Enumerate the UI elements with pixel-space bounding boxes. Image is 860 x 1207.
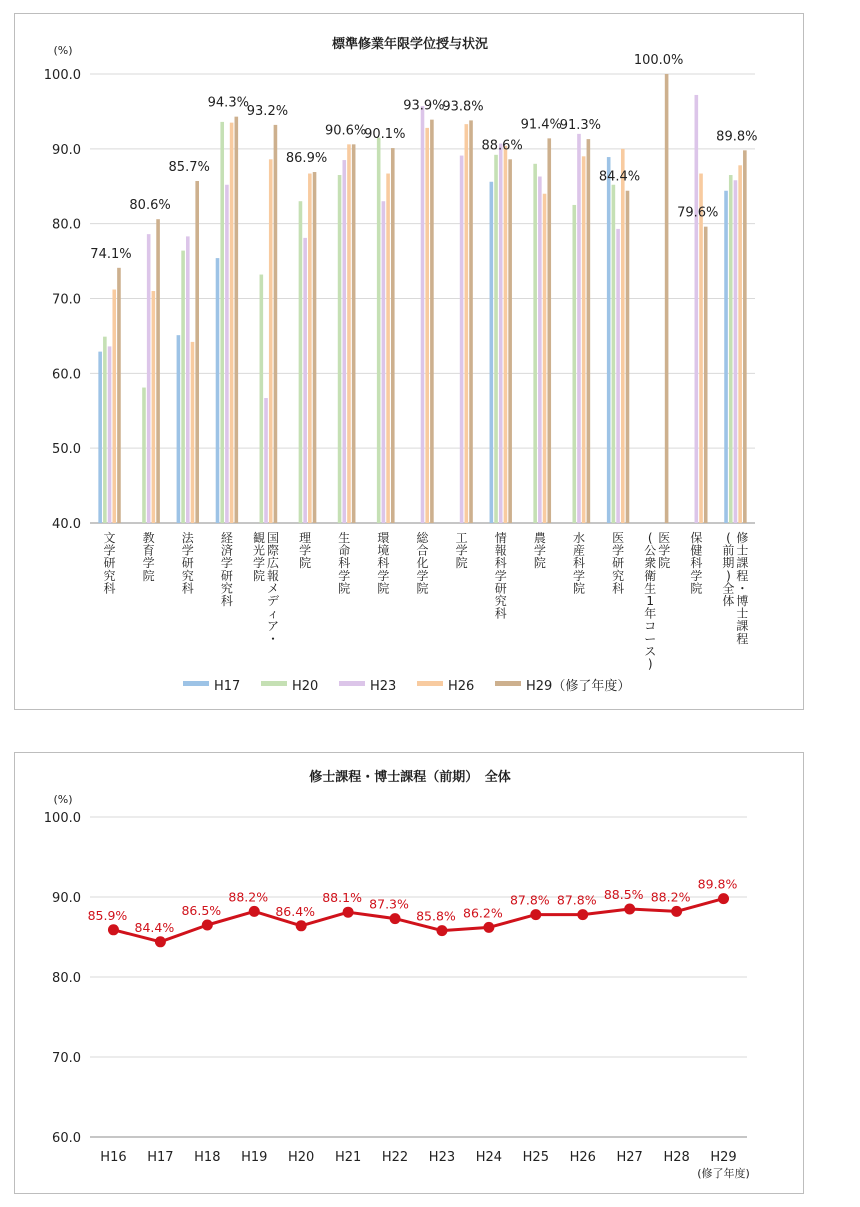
bar: [308, 174, 312, 523]
data-label: 90.1%: [364, 127, 406, 143]
category-label-char: 育: [142, 543, 155, 558]
category-label-char: 士: [736, 543, 749, 558]
category-label-char: ィ: [267, 606, 280, 621]
bar: [465, 124, 469, 523]
data-point: [343, 907, 354, 918]
y-tick-label: 60.0: [52, 1131, 81, 1146]
bar: [734, 180, 738, 523]
y-tick-label: 70.0: [52, 292, 81, 308]
y-tick-label: 100.0: [43, 68, 81, 83]
legend-label: H20: [292, 679, 319, 694]
category-label-char: (: [726, 531, 731, 545]
category-label-char: 国: [267, 531, 280, 545]
x-tick-label: H21: [334, 1150, 362, 1165]
category-label-char: 済: [220, 543, 233, 558]
category-label-char: 学: [377, 568, 390, 583]
data-label: 100.0%: [633, 53, 684, 68]
category-label-char: 院: [572, 581, 585, 596]
legend-swatch: [261, 681, 287, 686]
bar: [729, 175, 733, 523]
data-point: [436, 925, 447, 936]
bar: [220, 122, 224, 523]
data-point: [577, 909, 588, 920]
data-label: 86.5%: [181, 903, 222, 918]
bar: [504, 146, 508, 523]
data-label: 88.1%: [322, 890, 362, 906]
data-label: 80.6%: [129, 198, 171, 214]
bar: [704, 227, 708, 523]
chart-title: 修士課程・博士課程（前期） 全体: [309, 770, 511, 785]
bar: [724, 191, 728, 523]
data-label: 79.6%: [677, 205, 719, 221]
line-chart: [15, 753, 805, 1195]
category-label-char: 究: [612, 568, 625, 583]
bar: [338, 175, 342, 523]
bar: [616, 229, 620, 523]
bar: [191, 342, 195, 523]
data-point: [718, 893, 729, 904]
category-label-char: 報: [267, 568, 280, 583]
bar: [460, 156, 464, 523]
x-tick-label: H17: [147, 1150, 174, 1165]
bar: [313, 172, 317, 523]
bar: [499, 144, 503, 523]
bar: [469, 120, 473, 523]
x-tick-label: H27: [616, 1150, 643, 1165]
bar: [738, 165, 742, 523]
category-label-char: 科: [181, 581, 194, 596]
category-label-char: 研: [612, 556, 625, 571]
data-label: 91.3%: [559, 118, 602, 134]
data-label: 86.2%: [463, 905, 503, 921]
category-label-char: 科: [494, 556, 507, 571]
category-label-char: 経: [220, 531, 233, 545]
bar: [225, 185, 229, 523]
category-label-char: 全: [722, 581, 735, 596]
category-label-char: 生: [338, 531, 351, 545]
x-tick-label: H22: [381, 1150, 409, 1165]
data-label: 90.6%: [325, 123, 367, 139]
x-tick-label: H23: [428, 1150, 456, 1165]
y-tick-label: 60.0: [52, 367, 81, 383]
category-label-char: 科: [690, 556, 703, 571]
category-label-char: 学: [572, 568, 585, 583]
bar: [665, 74, 669, 523]
y-tick-label: 80.0: [52, 217, 81, 233]
bar: [98, 352, 102, 523]
category-label-char: ): [647, 657, 653, 671]
bar: [303, 238, 307, 523]
category-label-char: 光: [253, 543, 266, 558]
category-label-char: コ: [644, 619, 657, 634]
bar: [421, 106, 425, 523]
category-label-char: 学: [338, 568, 351, 583]
category-label-char: 学: [612, 543, 625, 558]
category-label-char: 水: [572, 531, 585, 545]
data-label: 87.3%: [369, 896, 409, 912]
category-label-char: 産: [572, 543, 585, 558]
category-label-char: 院: [142, 568, 155, 583]
category-label-char: 課: [736, 556, 749, 571]
data-point: [671, 906, 682, 917]
bar: [186, 236, 190, 523]
category-label-char: 学: [142, 556, 155, 571]
data-point: [530, 909, 541, 920]
bar: [177, 335, 181, 523]
category-label-char: 医: [658, 531, 671, 545]
data-point: [155, 936, 166, 947]
data-label: 86.9%: [285, 151, 328, 167]
category-label-char: 際: [267, 543, 280, 558]
y-tick-label: 40.0: [52, 517, 81, 532]
bar: [743, 150, 747, 523]
bar: [103, 337, 107, 523]
bar: [260, 275, 264, 523]
legend-label: H29（修了年度）: [526, 679, 631, 694]
bar-chart-panel: [14, 13, 804, 710]
bar: [264, 398, 268, 523]
category-label-char: 院: [690, 581, 703, 596]
category-label-char: 1: [646, 594, 655, 608]
category-label-char: 境: [377, 543, 390, 558]
category-label-char: 院: [455, 556, 468, 571]
bar: [386, 174, 390, 523]
category-label-char: 学: [220, 556, 233, 571]
data-point: [483, 922, 494, 933]
bar: [430, 120, 434, 523]
category-label-char: ): [726, 568, 731, 583]
category-label-char: 学: [455, 543, 468, 558]
x-note-label: (修了年度): [697, 1167, 750, 1180]
bar: [181, 251, 185, 523]
data-label: 85.8%: [416, 908, 456, 924]
category-label-char: 研: [494, 581, 507, 596]
bar: [117, 268, 121, 523]
data-point: [108, 924, 119, 935]
bar: [216, 258, 220, 523]
bar: [382, 201, 386, 523]
category-label-char: ・: [736, 581, 749, 596]
bar: [425, 128, 429, 523]
category-label-char: 理: [299, 531, 312, 545]
bar: [621, 149, 625, 523]
category-label-char: 生: [644, 581, 657, 596]
category-label-char: 学: [690, 568, 703, 583]
y-tick-label: 90.0: [52, 142, 81, 158]
bar: [156, 219, 160, 523]
bar: [612, 185, 616, 523]
category-label-char: 研: [220, 568, 233, 583]
data-label: 93.2%: [246, 103, 289, 119]
legend-label: H23: [370, 679, 397, 694]
data-label: 93.8%: [442, 99, 484, 115]
category-label-char: 公: [644, 543, 657, 558]
category-label-char: 学: [181, 543, 194, 558]
bar: [108, 346, 112, 523]
bar: [607, 157, 611, 523]
category-label-char: 科: [494, 606, 507, 621]
data-label: 87.8%: [556, 892, 597, 908]
category-label-char: 研: [103, 556, 116, 571]
category-label-char: 医: [612, 531, 625, 545]
data-label: 88.2%: [228, 889, 269, 905]
category-label-char: (: [647, 531, 653, 545]
bar: [230, 123, 234, 523]
category-label-char: 院: [338, 581, 351, 596]
category-label-char: ス: [644, 644, 657, 659]
category-label-char: 情: [494, 531, 507, 545]
data-label: 89.8%: [716, 129, 758, 145]
category-label-char: 合: [416, 543, 429, 558]
legend-swatch: [339, 681, 365, 686]
category-label-char: 学: [658, 543, 671, 558]
chart-title: 標準修業年限学位授与状況: [331, 37, 489, 52]
category-label-char: 学: [103, 543, 116, 558]
x-tick-label: H29: [710, 1150, 737, 1165]
category-label-char: 研: [181, 556, 194, 571]
bar: [269, 159, 273, 523]
legend-swatch: [183, 681, 209, 686]
x-tick-label: H25: [522, 1150, 549, 1165]
category-label-char: デ: [267, 594, 280, 608]
bar: [274, 125, 278, 523]
bar: [582, 156, 586, 523]
category-label-char: 文: [103, 531, 116, 545]
category-label-char: 広: [267, 556, 280, 571]
data-label: 88.6%: [481, 138, 523, 154]
legend-label: H17: [214, 679, 241, 694]
category-label-char: 年: [644, 606, 657, 621]
bar: [142, 388, 146, 523]
bar: [577, 134, 581, 523]
category-label-char: 体: [722, 594, 735, 608]
category-label-char: 工: [455, 531, 468, 545]
x-tick-label: H24: [475, 1150, 503, 1165]
y-tick-label: 100.0: [43, 811, 81, 826]
category-label-char: メ: [267, 581, 280, 596]
category-label-char: 博: [736, 594, 749, 608]
bar: [547, 138, 551, 523]
bar: [112, 290, 116, 523]
category-label-char: 科: [103, 581, 116, 596]
category-label-char: 期: [722, 556, 735, 571]
x-tick-label: H18: [194, 1150, 221, 1165]
category-label-char: 報: [494, 543, 507, 558]
x-tick-label: H20: [288, 1150, 315, 1165]
bar: [352, 144, 356, 523]
bar: [699, 174, 703, 523]
category-label-char: 科: [612, 581, 625, 596]
category-label-char: 科: [377, 556, 390, 571]
category-label-char: 院: [416, 581, 429, 596]
category-label-char: 院: [533, 556, 546, 571]
bar: [342, 160, 346, 523]
bar: [490, 182, 494, 523]
category-label-char: 命: [338, 543, 351, 558]
category-label-char: 究: [181, 568, 194, 583]
category-label-char: 学: [253, 556, 266, 571]
category-label-char: 農: [533, 531, 546, 545]
bar: [533, 164, 537, 523]
category-label-char: 観: [253, 531, 266, 545]
bar: [494, 155, 498, 523]
data-label: 85.9%: [87, 907, 128, 923]
category-label-char: 衛: [644, 568, 657, 583]
bar: [147, 234, 151, 523]
data-label: 74.1%: [90, 246, 132, 262]
bar: [543, 194, 547, 523]
category-label-char: 院: [658, 556, 671, 571]
y-tick-label: 50.0: [52, 442, 81, 458]
bar: [538, 177, 542, 523]
x-tick-label: H16: [100, 1150, 127, 1165]
category-label-char: 士: [736, 606, 749, 621]
category-label-char: 科: [572, 556, 585, 571]
category-label-char: 院: [299, 556, 312, 571]
category-label-char: 化: [416, 556, 429, 571]
category-label-char: 教: [142, 531, 155, 545]
bar: [695, 95, 699, 523]
category-label-char: ・: [267, 631, 280, 646]
bar: [508, 159, 512, 523]
data-label: 84.4%: [598, 169, 641, 185]
bar: [299, 201, 303, 523]
y-unit-label: (%): [53, 44, 73, 57]
bar: [391, 148, 395, 523]
category-label-char: 学: [533, 543, 546, 558]
bar: [152, 291, 156, 523]
category-label-char: 課: [736, 619, 749, 634]
data-label: 84.4%: [134, 919, 175, 935]
legend-swatch: [417, 681, 443, 686]
bar: [587, 139, 591, 523]
category-label-char: 健: [690, 543, 703, 558]
data-label: 93.9%: [403, 98, 445, 114]
data-label: 88.5%: [603, 887, 644, 902]
bar: [626, 191, 630, 523]
data-point: [249, 906, 260, 917]
x-tick-label: H26: [569, 1150, 596, 1165]
category-label-char: 法: [181, 531, 194, 545]
category-label-char: ア: [267, 619, 280, 634]
category-label-char: 程: [736, 631, 749, 646]
category-label-char: 究: [494, 594, 507, 608]
bar: [377, 138, 381, 523]
y-tick-label: 80.0: [52, 971, 81, 986]
category-label-char: 究: [220, 581, 233, 596]
bar: [235, 117, 239, 523]
y-unit-label: (%): [53, 793, 73, 806]
data-label: 94.3%: [207, 95, 249, 111]
data-label: 85.7%: [168, 160, 210, 176]
bar: [347, 144, 351, 523]
category-label-char: 学: [416, 568, 429, 583]
category-label-char: 程: [736, 568, 749, 583]
data-label: 86.4%: [275, 903, 316, 919]
legend-label: H26: [448, 679, 475, 694]
category-label-char: 院: [377, 581, 390, 596]
legend-swatch: [495, 681, 521, 686]
data-point: [390, 913, 401, 924]
x-tick-label: H28: [663, 1150, 690, 1165]
category-label-char: 衆: [644, 556, 657, 571]
bar-chart: [15, 14, 805, 711]
category-label-char: 学: [494, 568, 507, 583]
category-label-char: 総: [416, 531, 429, 545]
data-label: 89.8%: [697, 876, 738, 892]
data-point: [202, 920, 213, 931]
category-label-char: 保: [690, 531, 703, 545]
data-point: [296, 920, 307, 931]
category-label-char: 科: [220, 594, 233, 608]
data-label: 91.4%: [520, 117, 562, 133]
category-label-char: 修: [736, 531, 749, 545]
data-point: [624, 904, 635, 915]
category-label-char: 究: [103, 568, 116, 583]
category-label-char: 前: [722, 543, 735, 558]
data-label: 87.8%: [509, 892, 550, 908]
category-label-char: 環: [377, 531, 390, 545]
y-tick-label: 90.0: [52, 891, 81, 906]
category-label-char: 学: [299, 543, 312, 558]
category-label-char: 院: [253, 568, 266, 583]
bar: [195, 181, 199, 523]
category-label-char: ー: [644, 631, 657, 646]
category-label-char: 科: [338, 556, 351, 571]
x-tick-label: H19: [241, 1150, 268, 1165]
bar: [572, 205, 576, 523]
y-tick-label: 70.0: [52, 1051, 81, 1066]
data-label: 88.2%: [650, 889, 691, 905]
line-chart-panel: [14, 752, 804, 1194]
